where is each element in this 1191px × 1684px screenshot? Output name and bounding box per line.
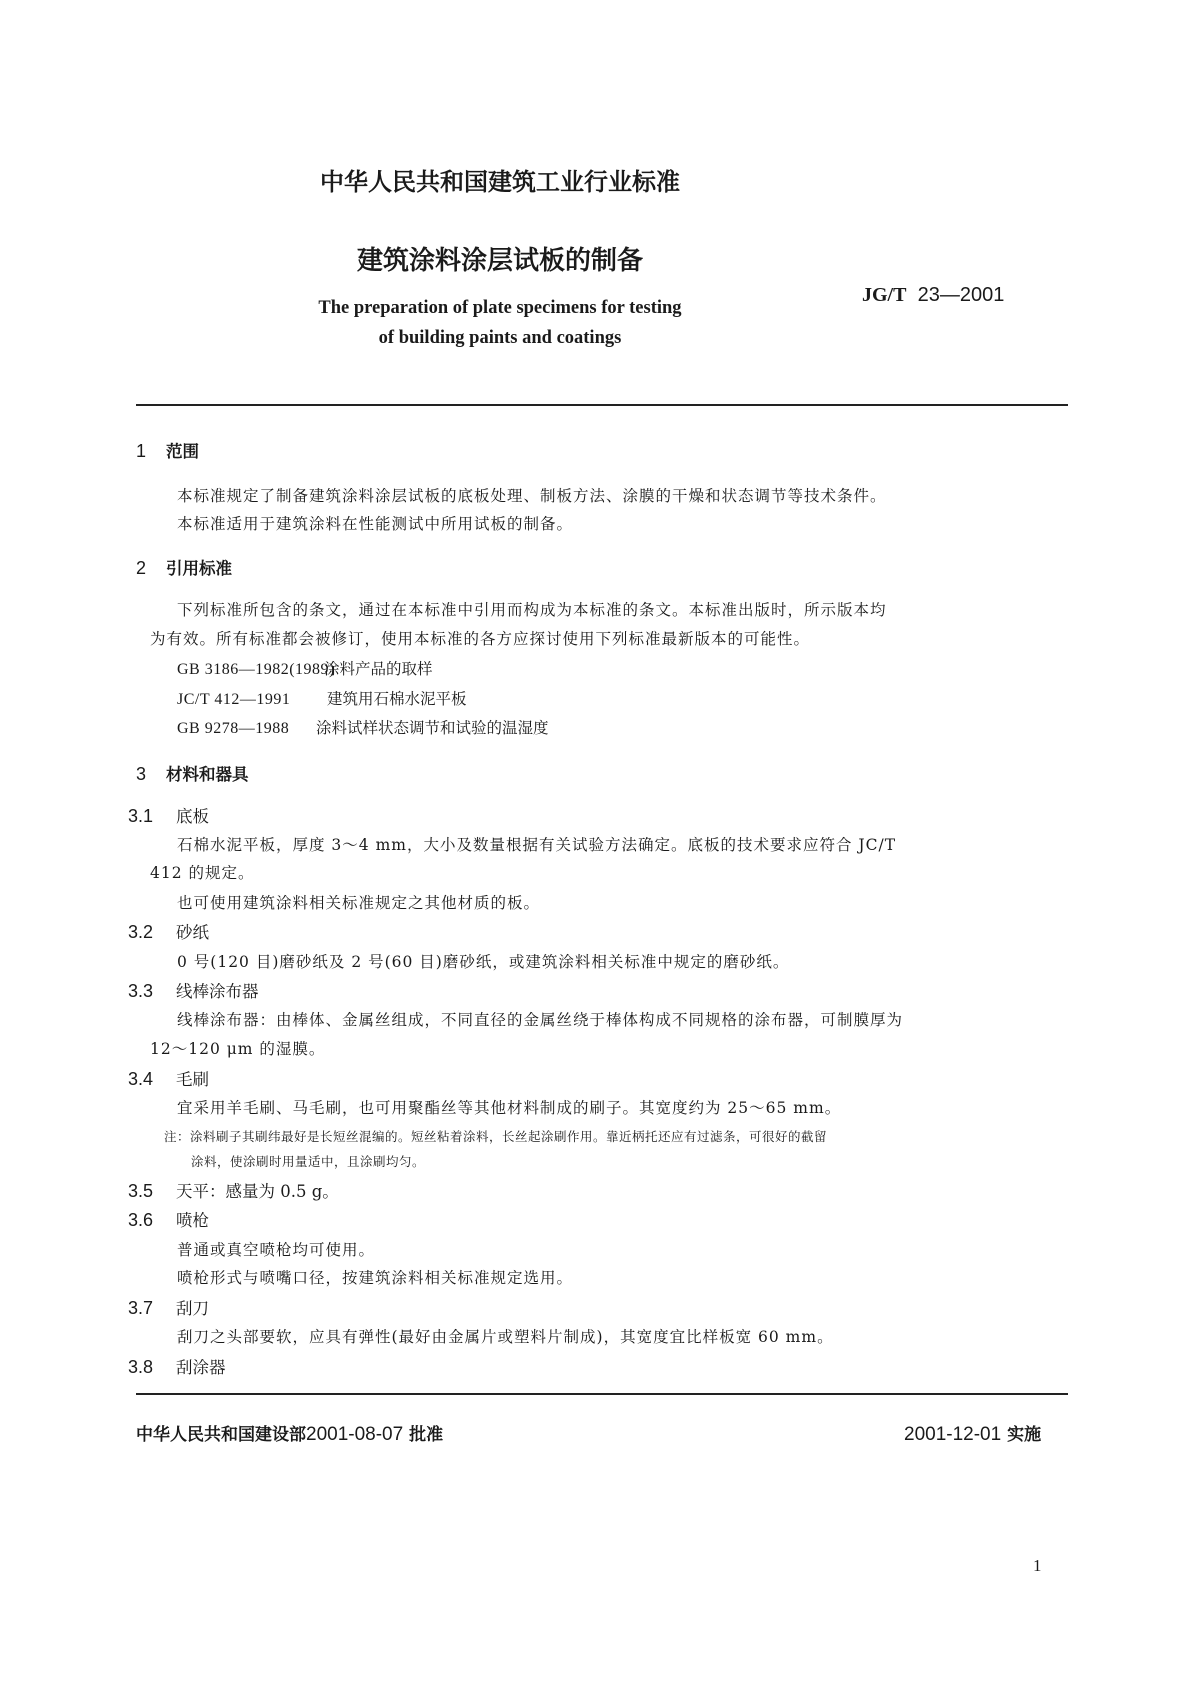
subsection-number: 3.4 [128, 1069, 154, 1089]
subsection-3-3-heading [128, 978, 259, 1002]
reference-code: GB 3186—1982(1989) [177, 661, 335, 678]
subsection-3-4-note-line1: 注：涂料刷子其刷纬最好是长短丝混编的。短丝粘着涂料，长丝起涂刷作用。靠近柄托还应有过滤条，可很好的截留 [164, 1129, 828, 1144]
subsection-3-6-heading [128, 1207, 209, 1231]
section-title: 引用标准 [166, 559, 232, 578]
section-1-heading [136, 438, 199, 462]
section-2-paragraph-line2: 为有效。所有标准都会被修订，使用本标准的各方应探讨使用下列标准最新版本的可能性。 [150, 630, 811, 648]
reference-standard-3 [177, 716, 549, 738]
subsection-3-1-line3: 也可使用建筑涂料相关标准规定之其他材质的板。 [177, 894, 541, 912]
section-3-heading [136, 761, 249, 785]
effective-line [904, 1420, 1041, 1446]
section-2-paragraph-line1: 下列标准所包含的条文，通过在本标准中引用而构成为本标准的条文。本标准出版时，所示版本均 [177, 601, 887, 619]
subsection-3-8-heading [128, 1354, 226, 1378]
reference-standard-2 [177, 687, 467, 709]
subsection-title: 刮刀 [176, 1299, 209, 1318]
subsection-3-7-line1: 刮刀之头部要软，应具有弹性(最好由金属片或塑料片制成)，其宽度宜比样板宽 60 mm。 [177, 1328, 834, 1346]
subsection-title: 喷枪 [176, 1211, 209, 1230]
subsection-3-7-heading [128, 1295, 209, 1319]
subsection-3-6-line1: 普通或真空喷枪均可使用。 [177, 1241, 376, 1259]
reference-name: 涂料试样状态调节和试验的温湿度 [316, 719, 549, 737]
subsection-3-6-line2: 喷枪形式与喷嘴口径，按建筑涂料相关标准规定选用。 [177, 1269, 574, 1287]
subsection-number: 3.8 [128, 1357, 154, 1377]
subsection-3-2-heading [128, 919, 209, 943]
subsection-3-2-line1: 0 号(120 目)磨砂纸及 2 号(60 目)磨砂纸，或建筑涂料相关标准中规定的磨砂纸。 [177, 953, 790, 971]
document-title-cn: 建筑涂料涂层试板的制备 [356, 246, 643, 276]
page-number: 1 [1033, 1556, 1042, 1575]
section-number: 3 [136, 764, 147, 784]
document-title-en-line2: of building paints and coatings [378, 328, 622, 348]
subsection-title: 刮涂器 [176, 1358, 226, 1377]
approval-organization: 中华人民共和国建设部 [136, 1425, 306, 1445]
section-1-paragraph-2: 本标准适用于建筑涂料在性能测试中所用试板的制备。 [177, 515, 574, 533]
subsection-3-4-heading [128, 1066, 209, 1090]
subsection-3-1-line2: 412 的规定。 [150, 864, 255, 882]
section-2-heading [136, 555, 232, 579]
subsection-number: 3.3 [128, 981, 154, 1001]
subsection-3-3-line1: 线棒涂布器：由棒体、金属丝组成，不同直径的金属丝绕于棒体构成不同规格的涂布器，可制膜厚为 [177, 1011, 904, 1029]
section-number: 1 [136, 441, 147, 461]
reference-name: 建筑用石棉水泥平板 [327, 690, 467, 708]
section-1-paragraph-1: 本标准规定了制备建筑涂料涂层试板的底板处理、制板方法、涂膜的干燥和状态调节等技术条件。 [177, 487, 887, 505]
subsection-number: 3.7 [128, 1298, 154, 1318]
section-title: 材料和器具 [166, 765, 249, 784]
subsection-number: 3.2 [128, 922, 154, 942]
subsection-title: 天平：感量为 0.5 g。 [176, 1182, 339, 1201]
subsection-3-4-line1: 宜采用羊毛刷、马毛刷，也可用聚酯丝等其他材料制成的刷子。其宽度约为 25～65 mm。 [177, 1099, 842, 1117]
subsection-title: 线棒涂布器 [176, 982, 259, 1001]
subsection-3-5-heading [128, 1178, 339, 1202]
reference-name: 涂料产品的取样 [324, 660, 433, 678]
subsection-title: 砂纸 [176, 923, 209, 942]
subsection-number: 3.1 [128, 806, 154, 826]
reference-code: GB 9278—1988 [177, 720, 290, 737]
reference-code: JC/T 412—1991 [177, 691, 291, 708]
reference-standard-1 [177, 657, 433, 679]
subsection-3-4-note-line2: 涂料，使涂刷时用量适中，且涂刷均匀。 [191, 1154, 426, 1169]
industry-standard-heading: 中华人民共和国建筑工业行业标准 [320, 168, 680, 196]
effective-word: 实施 [1007, 1425, 1042, 1445]
subsection-number: 3.6 [128, 1210, 154, 1230]
standard-prefix: JG/T [862, 284, 907, 306]
subsection-3-3-line2: 12～120 μm 的湿膜。 [150, 1040, 326, 1058]
subsection-number: 3.5 [128, 1181, 154, 1201]
document-title-en-line1: The preparation of plate specimens for testing [318, 298, 682, 318]
approval-word: 批准 [409, 1425, 444, 1445]
subsection-title: 底板 [176, 807, 209, 826]
header-divider [136, 404, 1068, 406]
subsection-title: 毛刷 [176, 1070, 209, 1089]
footer-divider [136, 1393, 1068, 1395]
subsection-3-1-heading [128, 803, 209, 827]
effective-date: 2001-12-01 [904, 1424, 1002, 1445]
approval-line [136, 1420, 443, 1446]
section-title: 范围 [166, 442, 199, 461]
subsection-3-1-line1: 石棉水泥平板，厚度 3～4 mm，大小及数量根据有关试验方法确定。底板的技术要求应符合 JC/T [177, 836, 897, 854]
approval-date: 2001-08-07 [306, 1424, 404, 1445]
standard-code: 23—2001 [917, 284, 1005, 306]
section-number: 2 [136, 558, 147, 578]
